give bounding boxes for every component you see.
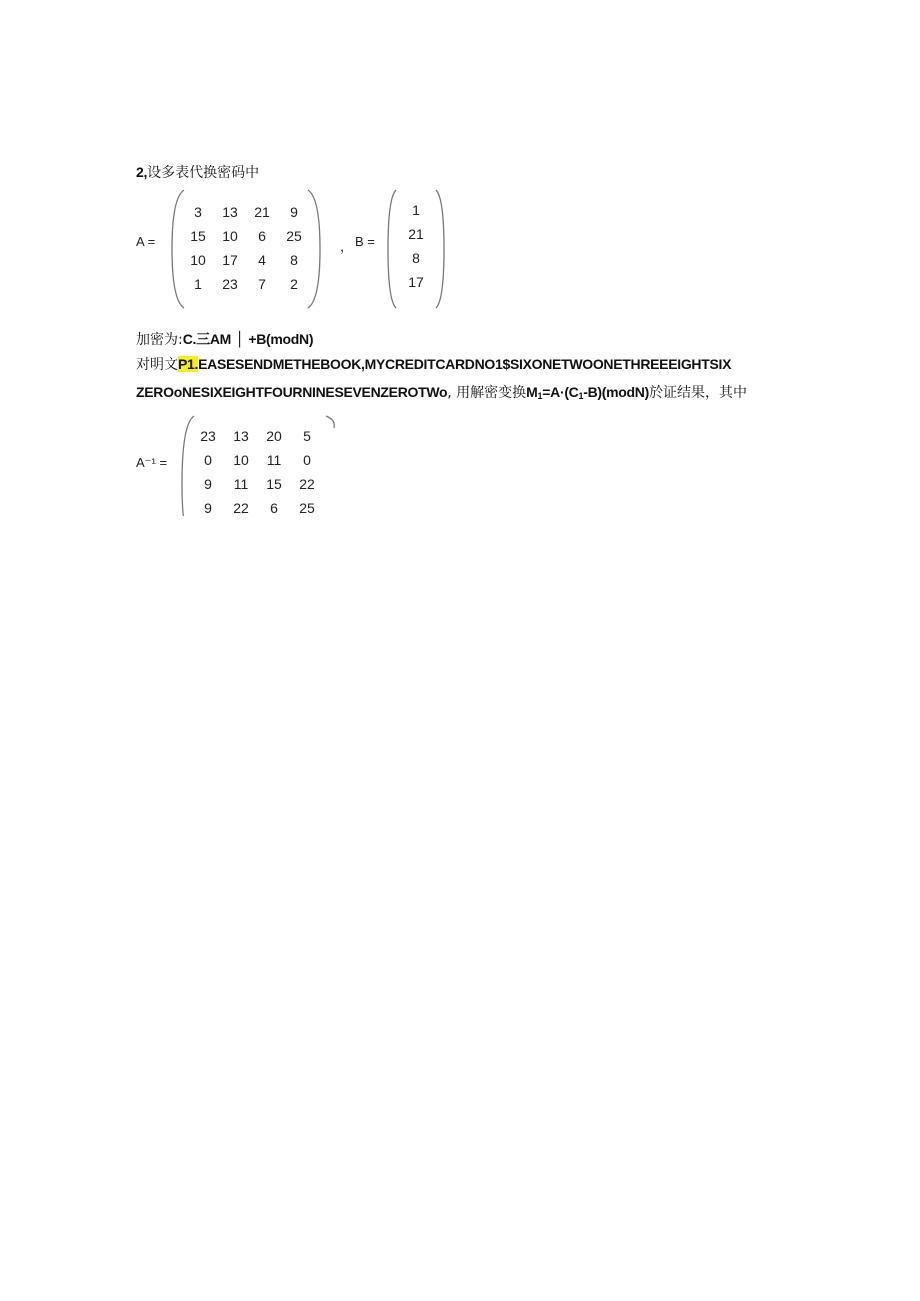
- matrix-cell: 1: [194, 276, 202, 292]
- matrix-cell: 15: [190, 228, 206, 244]
- matrix-cell: 22: [299, 476, 315, 492]
- decrypt-sub-2: 1: [578, 391, 584, 401]
- plaintext-line2-mid: , 用解密变换: [447, 385, 527, 401]
- matrix-ainv: [180, 414, 340, 516]
- matrix-separator: ，: [340, 239, 354, 254]
- matrix-cell: 13: [233, 428, 249, 444]
- matrix-cell: 10: [190, 252, 206, 268]
- matrix-cell: 3: [194, 204, 202, 220]
- matrix-cell: 21: [254, 204, 270, 220]
- matrix-cell: 2: [290, 276, 298, 292]
- encryption-line: [136, 330, 313, 349]
- encryption-bar: │: [235, 332, 244, 348]
- matrix-ainv-grid: [192, 424, 324, 516]
- encryption-formula-b: +B(modN): [248, 331, 314, 347]
- matrix-cell: 17: [408, 274, 424, 290]
- matrix-cell: 17: [222, 252, 238, 268]
- decrypt-sub-1: 1: [537, 391, 543, 401]
- matrix-b-grid: [398, 198, 434, 294]
- problem-heading: [136, 163, 259, 182]
- matrix-cell: 13: [222, 204, 238, 220]
- matrix-cell: 23: [222, 276, 238, 292]
- problem-intro: 设多表代换密码中: [147, 165, 260, 181]
- matrix-cell: 7: [258, 276, 266, 292]
- matrix-cell: 21: [408, 226, 424, 242]
- matrix-cell: 9: [204, 500, 212, 516]
- decrypt-formula: [526, 384, 649, 400]
- matrix-cell: 11: [266, 452, 282, 468]
- matrix-cell: 23: [200, 428, 216, 444]
- matrix-cell: 10: [233, 452, 249, 468]
- matrix-cell: 0: [303, 452, 311, 468]
- matrix-cell: 8: [290, 252, 298, 268]
- matrix-cell: 4: [258, 252, 266, 268]
- matrix-a-grid: [182, 200, 310, 296]
- plaintext-line1-rest: EASESENDMETHEBOOK,MYCREDITCARDNO1$SIXONETWOONETHREEEIGHTSIX: [198, 356, 732, 372]
- matrix-b: [386, 188, 446, 310]
- decrypt-mid: =A·(C: [542, 384, 579, 400]
- matrix-cell: 10: [222, 228, 238, 244]
- matrix-cell: 25: [286, 228, 302, 244]
- decrypt-m: M: [526, 384, 538, 400]
- matrix-ainv-label: A⁻¹ =: [136, 455, 168, 470]
- matrix-cell: 6: [270, 500, 278, 516]
- matrix-cell: 11: [233, 476, 249, 492]
- plaintext-line2-text: ZEROoNESIXEIGHTFOURNINESEVENZEROTWo: [136, 384, 448, 400]
- plaintext-line-1: [136, 355, 731, 374]
- plaintext-line-2: [136, 383, 747, 405]
- encryption-formula-a: C.三AM: [182, 331, 231, 347]
- problem-number: 2,: [136, 164, 148, 180]
- decrypt-end: -B)(modN): [583, 384, 649, 400]
- plaintext-highlight: P1.: [178, 356, 199, 372]
- plaintext-line2-suffix: 於证结果，其中: [648, 385, 747, 401]
- matrix-cell: 22: [233, 500, 249, 516]
- matrix-cell: 9: [290, 204, 298, 220]
- plaintext-prefix: 对明文: [136, 357, 178, 373]
- matrix-cell: 25: [299, 500, 315, 516]
- matrix-cell: 9: [204, 476, 212, 492]
- matrix-b-label: B =: [355, 234, 375, 249]
- matrix-cell: 15: [266, 476, 282, 492]
- matrix-a-label: A =: [136, 234, 156, 249]
- matrix-cell: 5: [303, 428, 311, 444]
- matrix-a: [170, 188, 322, 310]
- matrix-cell: 0: [204, 452, 212, 468]
- matrix-cell: 8: [412, 250, 420, 266]
- matrix-cell: 20: [266, 428, 282, 444]
- encryption-prefix: 加密为:: [136, 332, 183, 348]
- matrix-cell: 6: [258, 228, 266, 244]
- matrix-cell: 1: [412, 202, 420, 218]
